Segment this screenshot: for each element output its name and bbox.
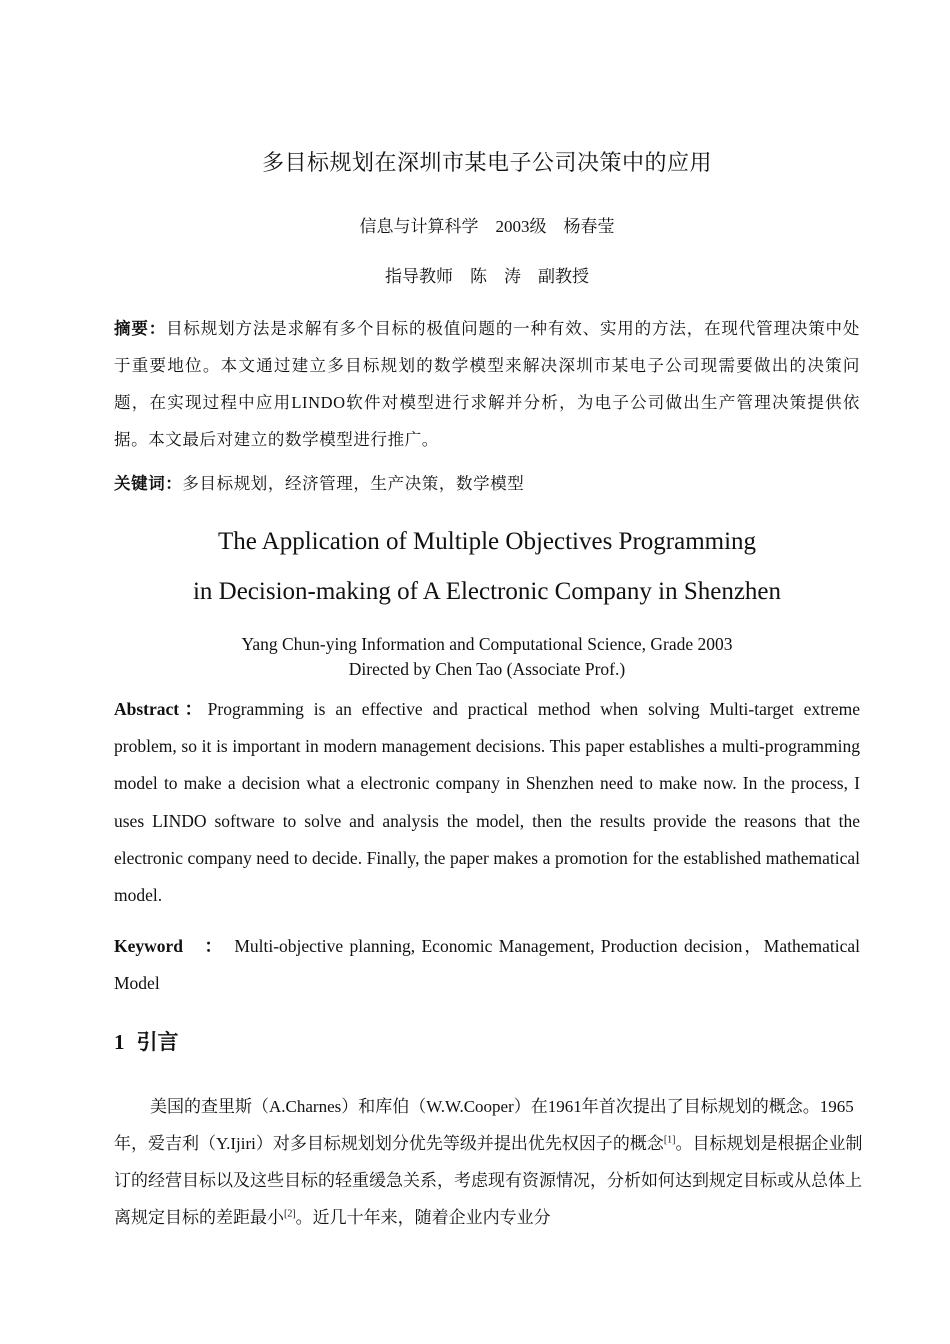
keywords-english	[114, 928, 860, 1002]
author-line-english: Yang Chun-ying Information and Computational Science, Grade 2003	[241, 634, 733, 654]
advisor-line-chinese: 指导教师 陈 涛 副教授	[385, 267, 589, 286]
paper-title-chinese: 多目标规划在深圳市某电子公司决策中的应用	[261, 151, 712, 176]
citation-ref-2[interactable]: [2]	[284, 1208, 296, 1220]
abstract-english-label: Abstract：	[114, 699, 208, 719]
intro-text-part2: 。目标规划是根据企业制订的经营目标以及这些目标的轻重缓急关系，考虑现有资源情况，分析如何达到规定目标或从总体上离规定目标的差距最小	[114, 1134, 863, 1227]
introduction-paragraph	[114, 1088, 874, 1236]
paper-title-english-line2: in Decision-making of A Electronic Company in Shenzhen	[192, 578, 782, 605]
section-title: 引言	[136, 1030, 179, 1054]
paper-title-english-line1: The Application of Multiple Objectives Programming	[217, 528, 757, 555]
keywords-chinese-label: 关键词：	[114, 474, 183, 493]
section-heading-introduction	[114, 1026, 179, 1056]
abstract-english-text: Programming is an effective and practical method when solving Multi-target extreme problem, so it is important in modern management decisions. This paper establishes a multi-programming model to make a decision what a electronic company in Shenzhen need to make now. In the process, I uses LINDO software to solve and analysis the model, then the results provide the reasons that the electronic company need to decide. Finally, the paper makes a promotion for the established mathematical model.	[114, 699, 860, 906]
citation-ref-1[interactable]: [1]	[663, 1134, 676, 1146]
keywords-chinese-text: 多目标规划，经济管理，生产决策，数学模型	[182, 474, 525, 493]
intro-text-part1: 美国的查里斯（A.Charnes）和库伯（W.W.Cooper）在1961年首次提出了目标规划的概念。1965年，爱吉利（Y.Ijiri）对多目标规划划分优先等级并提出优先权因子的概念	[114, 1097, 854, 1153]
advisor-line-english: Directed by Chen Tao (Associate Prof.)	[348, 659, 626, 679]
keywords-english-label: Keyword ：	[114, 936, 224, 956]
keywords-chinese	[114, 470, 860, 494]
abstract-chinese-label: 摘要：	[114, 319, 167, 338]
abstract-english	[114, 691, 860, 914]
intro-text-part3: 。近几十年来，随着企业内专业分	[295, 1208, 551, 1227]
abstract-chinese-text: 目标规划方法是求解有多个目标的极值问题的一种有效、实用的方法，在现代管理决策中处于重要地位。本文通过建立多目标规划的数学模型来解决深圳市某电子公司现需要做出的决策问题，在实现过程中应用LINDO软件对模型进行求解并分析，为电子公司做出生产管理决策提供依据。本文最后对建立的数学模型进行推广。	[114, 319, 861, 449]
abstract-chinese	[114, 310, 860, 458]
keywords-english-text: Multi-objective planning, Economic Management, Production decision，Mathematical Model	[114, 936, 861, 993]
section-number: 1	[114, 1030, 125, 1054]
author-line-chinese: 信息与计算科学 2003级 杨春莹	[359, 217, 615, 236]
